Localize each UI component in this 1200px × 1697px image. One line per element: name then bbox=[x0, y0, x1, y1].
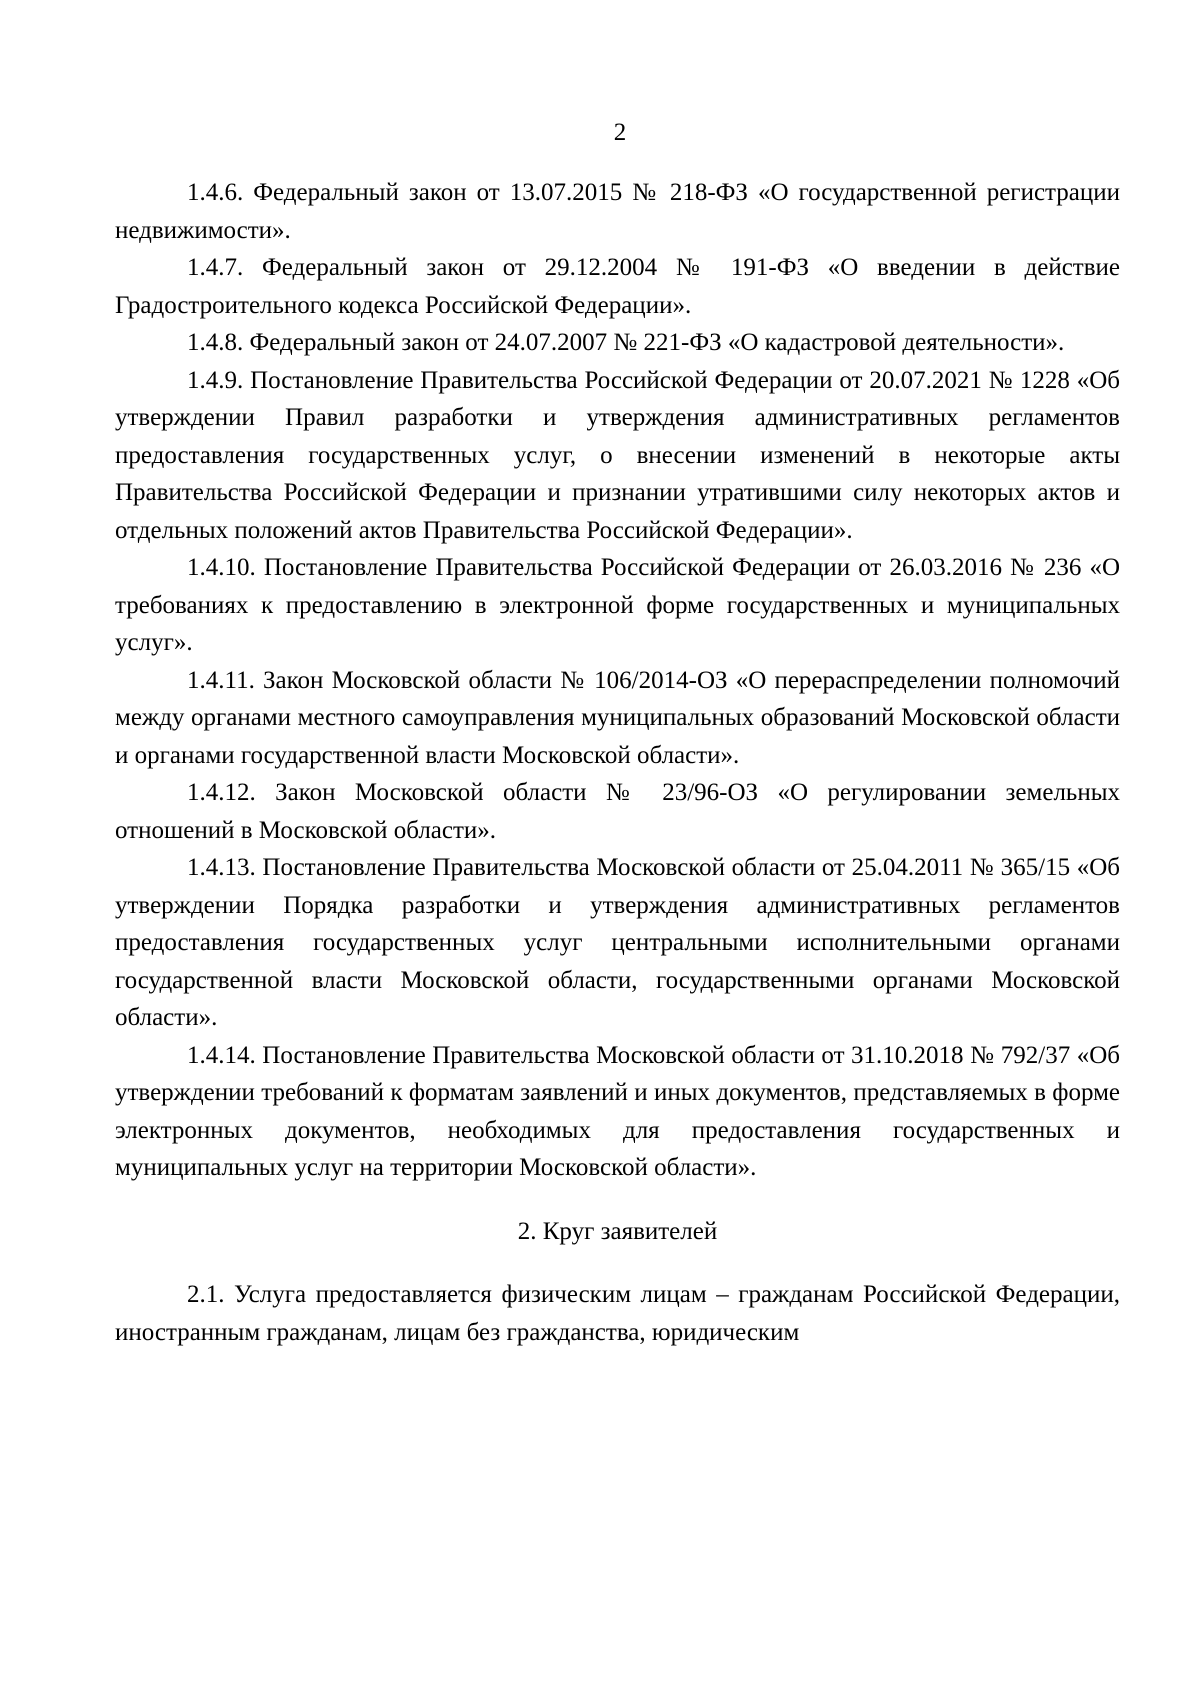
paragraph-1-4-10 bbox=[115, 549, 1120, 662]
document-body bbox=[115, 174, 1120, 1351]
paragraph-text: Услуга предоставляется физическим лицам – гражданам Российской Федерации, иностранным гражданам, лицам без гражданства, юридическим bbox=[115, 1281, 1120, 1346]
paragraph-text: Постановление Правительства Российской Федерации от 20.07.2021 № 1228 «Об утверждении Правил разработки и утверждения административных регламентов предоставления государственных услуг, о внесении изменений в некоторые акты Правительства Российской Федерации и признании утратившими силу некоторых актов и отдельных положений актов Правительства Российской Федерации». bbox=[115, 366, 1121, 544]
paragraph-number: 1.4.9. bbox=[187, 366, 244, 394]
paragraph-number: 1.4.12. bbox=[187, 779, 256, 806]
paragraph-1-4-14 bbox=[115, 1037, 1120, 1187]
paragraph-text: Постановление Правительства Российской Федерации от 26.03.2016 № 236 «О требованиях к предоставлению в электронной форме государственных и муниципальных услуг». bbox=[115, 554, 1121, 656]
paragraph-number: 1.4.13. bbox=[187, 854, 256, 881]
paragraph-number: 1.4.7. bbox=[187, 254, 244, 281]
section-heading: 2. Круг заявителей bbox=[517, 1217, 718, 1245]
paragraph-number: 1.4.14. bbox=[187, 1041, 256, 1069]
paragraph-1-4-9 bbox=[115, 362, 1120, 550]
paragraph-number: 1.4.8. bbox=[187, 329, 244, 356]
paragraph-text: Постановление Правительства Московской области от 25.04.2011 № 365/15 «Об утверждении Порядка разработки и утверждения административных регламентов предоставления государственных услуг центральными исполнительными органами государственной власти Московской области, государственными органами Московской области». bbox=[115, 854, 1121, 1031]
paragraph-1-4-7 bbox=[115, 249, 1120, 324]
paragraph-2-1 bbox=[115, 1276, 1120, 1351]
paragraph-1-4-6 bbox=[115, 174, 1120, 249]
page-number: 2 bbox=[613, 119, 627, 146]
paragraph-number: 1.4.10. bbox=[187, 554, 256, 581]
paragraph-text: Закон Московской области № 23/96-ОЗ «О регулировании земельных отношений в Московской области». bbox=[115, 779, 1121, 844]
paragraph-1-4-11 bbox=[115, 662, 1120, 775]
paragraph-number: 1.4.11. bbox=[187, 666, 255, 694]
paragraph-1-4-13 bbox=[115, 849, 1120, 1037]
paragraph-text: Закон Московской области № 106/2014-ОЗ «О перераспределении полномочий между органами местного самоуправления муниципальных образований Московской области и органами государственной власти Московской области». bbox=[115, 666, 1121, 769]
paragraph-text: Федеральный закон от 13.07.2015 № 218-ФЗ «О государственной регистрации недвижимости». bbox=[115, 179, 1121, 244]
paragraph-text: Постановление Правительства Московской области от 31.10.2018 № 792/37 «Об утверждении требований к форматам заявлений и иных документов, представляемых в форме электронных документов, необходимых для предоставления государственных и муниципальных услуг на территории Московской области». bbox=[115, 1041, 1121, 1181]
paragraph-number: 1.4.6. bbox=[187, 179, 244, 206]
paragraph-1-4-12 bbox=[115, 774, 1120, 849]
paragraph-text: Федеральный закон от 24.07.2007 № 221-ФЗ «О кадастровой деятельности». bbox=[249, 329, 1065, 356]
paragraph-1-4-8 bbox=[115, 324, 1120, 362]
paragraph-text: Федеральный закон от 29.12.2004 № 191-ФЗ «О введении в действие Градостроительного кодекса Российской Федерации». bbox=[115, 254, 1121, 319]
paragraph-number: 2.1. bbox=[187, 1281, 225, 1308]
